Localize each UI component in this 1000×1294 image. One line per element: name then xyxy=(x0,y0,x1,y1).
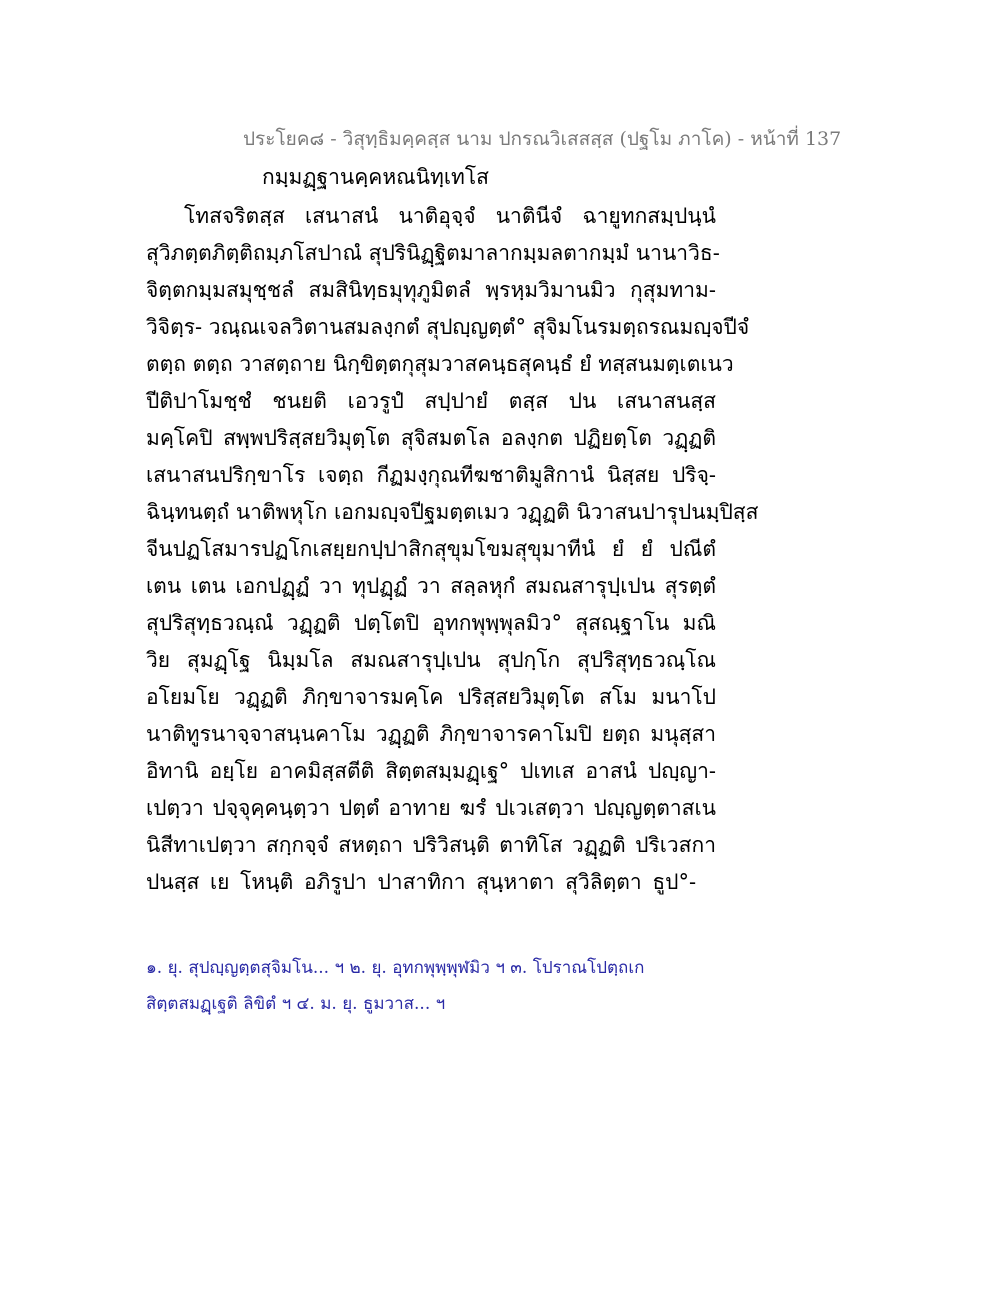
footnotes xyxy=(146,955,706,1027)
body-text xyxy=(146,202,759,905)
body-line: จีนปฏโสมารปฏโกเสยฺยกปฺปาสิกสุขุมโขมสุขุมาทีนํ ยํ ยํ ปณีตํ xyxy=(146,537,716,561)
body-line: วิจิตฺร- วณฺณเจลวิตานสมลงฺกตํ สุปญฺญตฺตํ° สุจิมโนรมตฺถรณมญฺจปีจํ xyxy=(146,315,750,339)
body-line: วิย สุมฏฺโฐ นิมฺมโล สมณสารุปฺเปน สุปกฺโก สุปริสุทฺธวณฺโณ xyxy=(146,648,716,672)
body-line: นิสีทาเปตฺวา สกฺกจฺจํ สหตฺถา ปริวิสนฺติ ตาทิโส วฏฺฏติ ปริเวสกา xyxy=(146,833,716,857)
body-line: อโยมโย วฏฺฏติ ภิกฺขาจารมคฺโค ปริสฺสยวิมุตฺโต สโม มนาโป xyxy=(146,685,716,709)
section-title: กมฺมฏฺฐานคฺคหณนิทฺเทโส xyxy=(262,165,489,189)
body-line: สุวิภตฺตภิตฺติถมฺภโสปาณํ สุปรินิฏฺฐิตมาลากมฺมลตากมฺมํ นานาวิธ- xyxy=(146,241,720,265)
footnote-line: ๑. ยุ. สุปญฺญตฺตสุจิมโน... ฯ ๒. ยุ. อุทกพุพฺพุฬมิว ฯ ๓. โปราณโปตฺถเก xyxy=(146,958,645,978)
body-line: เปตฺวา ปจฺจุคฺคนฺตฺวา ปตฺตํ อาทาย ฆรํ ปเวเสตฺวา ปญฺญตฺตาสเน xyxy=(146,796,716,820)
body-line: ฉินฺทนตฺถํ นาติพหุโก เอกมญฺจปีฐมตฺตเมว วฏฺฏติ นิวาสนปารุปนมฺปิสฺส xyxy=(146,500,759,524)
body-line: นาติทูรนาจฺจาสนฺนคาโม วฏฺฏติ ภิกฺขาจารคาโมปิ ยตฺถ มนุสฺสา xyxy=(146,722,716,746)
body-line: สุปริสุทฺธวณฺณํ วฏฺฏติ ปตฺโตปิ อุทกพุพฺพุลมิว° สุสณฺฐาโน มณิ xyxy=(146,611,716,635)
body-line: อิทานิ อยฺโย อาคมิสฺสตีติ สิตฺตสมฺมฏฺเฐ° ปเทเส อาสนํ ปญฺญา- xyxy=(146,759,716,783)
body-line: จิตฺตกมฺมสมุชฺชลํ สมสินิทฺธมุทุภูมิตลํ พฺรหฺมวิมานมิว กุสุมทาม- xyxy=(146,278,716,302)
body-line: มคฺโคปิ สพฺพปริสฺสยวิมุตฺโต สุจิสมตโล อลงฺกต ปฏิยตฺโต วฏฺฏติ xyxy=(146,426,716,450)
body-line: โทสจริตสฺส เสนาสนํ นาติอุจฺจํ นาตินีจํ ฉายูทกสมฺปนฺนํ xyxy=(184,204,716,228)
body-line: ตตฺถ ตตฺถ วาสตฺถาย นิกฺขิตฺตกุสุมวาสคนฺธสุคนฺธํ ยํ ทสฺสนมตฺเตเนว xyxy=(146,352,734,376)
body-line: เสนาสนปริกฺขาโร เจตฺถ กีฏมงฺกุณทีฆชาติมูสิกานํ นิสฺสย ปริจฺ- xyxy=(146,463,716,487)
footnote-line: สิตฺตสมฏฺเฐติ ลิขิตํ ฯ ๔. ม. ยุ. ธูมวาส... ฯ xyxy=(146,994,446,1014)
body-line: ปีติปาโมชฺชํ ชนยติ เอวรูปํ สปฺปายํ ตสฺส ปน เสนาสนสฺส xyxy=(146,389,716,413)
body-line: ปนสฺส เย โหนฺติ อภิรูปา ปาสาทิกา สุนฺหาตา สุวิลิตฺตา ธูป°- xyxy=(146,870,697,894)
body-line: เตน เตน เอกปฏฺฏํ วา ทุปฏฺฏํ วา สลฺลหุกํ สมณสารุปฺเปน สุรตฺตํ xyxy=(146,574,716,598)
running-header: ประโยค๘ - วิสุทฺธิมคฺคสฺส นาม ปกรณวิเสสสฺส (ปฐโม ภาโค) - หน้าที่ 137 xyxy=(243,128,842,150)
